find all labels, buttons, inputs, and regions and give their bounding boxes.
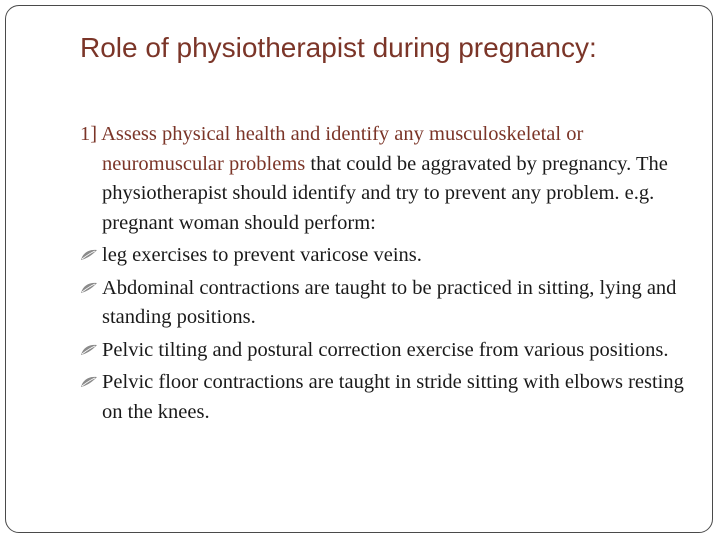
bullet-text: Abdominal contractions are taught to be practiced in sitting, lying and standing positions. [102, 276, 677, 328]
slide-body [80, 120, 700, 430]
bullet-item [80, 274, 700, 333]
bullet-text: Pelvic tilting and postural correction exercise from various positions. [102, 338, 669, 361]
list-marker: 1] [80, 123, 98, 145]
slide-title: Role of physiotherapist during pregnancy: [80, 32, 597, 63]
intro-paragraph [80, 120, 700, 238]
leaf-bullet-icon [80, 281, 98, 295]
intro-rest: that could be aggravated by pregnancy. The physiotherapist should identify and try to prevent any problem. e.g. pregnant woman should perform: [102, 152, 668, 234]
bullet-text: Pelvic floor contractions are taught in stride sitting with elbows resting on the knees. [102, 371, 684, 423]
leaf-bullet-icon [80, 343, 98, 357]
bullet-item [80, 241, 700, 271]
leaf-bullet-icon [80, 248, 98, 262]
bullet-text: leg exercises to prevent varicose veins. [102, 244, 422, 266]
bullet-item [80, 368, 700, 427]
bullet-item [80, 336, 700, 366]
intro-highlight: Assess physical health and identify any musculoskeletal or neuromuscular problems [101, 123, 584, 175]
leaf-bullet-icon [80, 375, 98, 389]
